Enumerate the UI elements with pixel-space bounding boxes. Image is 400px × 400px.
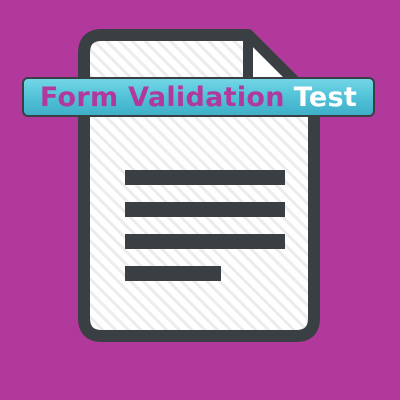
document-text-line [125, 234, 285, 249]
title-text [39, 81, 358, 113]
title-accent: Test [293, 81, 358, 113]
document-text-line [125, 170, 285, 185]
title-main: Form Validation [39, 81, 285, 113]
title-banner [22, 77, 375, 117]
document-text-line [125, 266, 221, 281]
document-text-line [125, 202, 285, 217]
